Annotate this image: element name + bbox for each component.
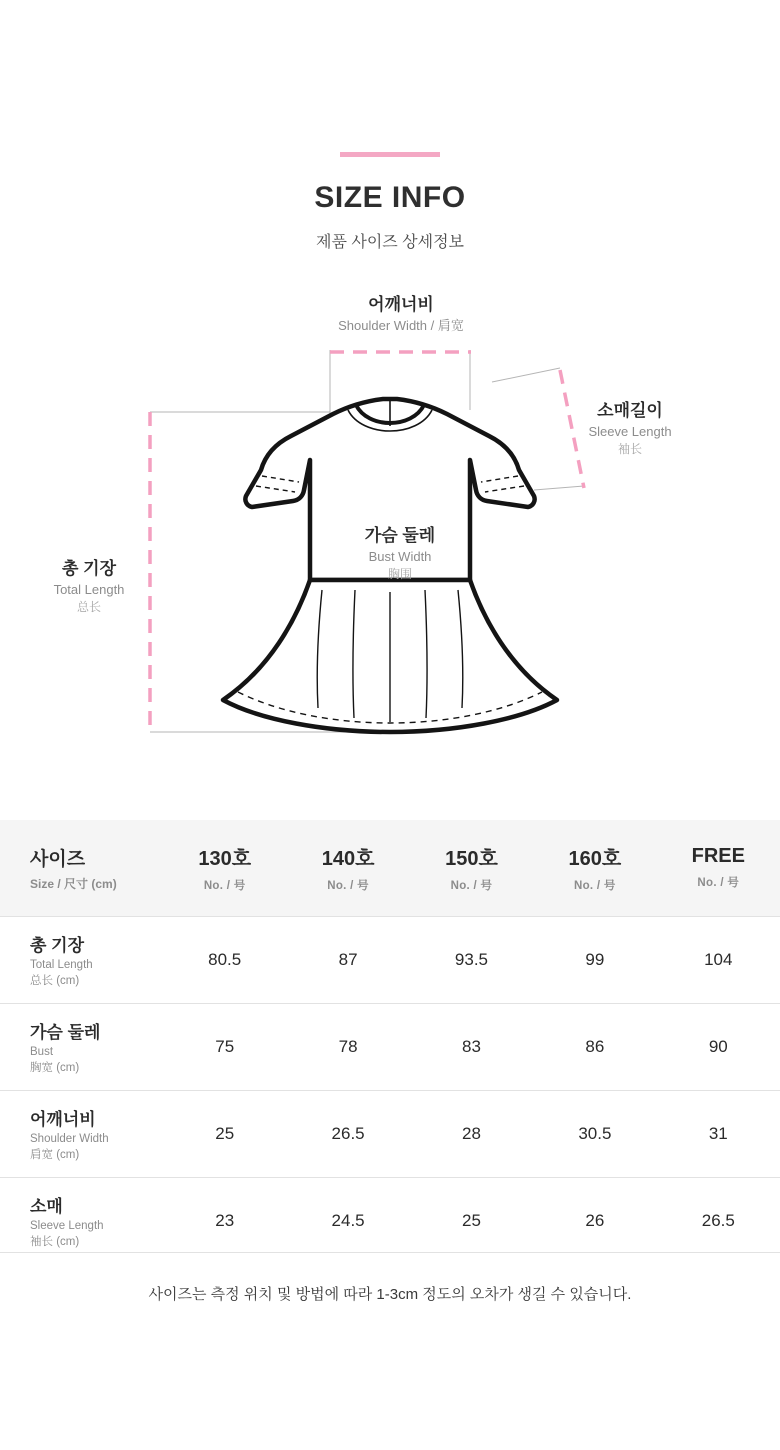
cell-shoulder-width-130: 25 — [215, 1123, 235, 1143]
size-name-free: FREE — [691, 845, 745, 868]
cell-shoulder-width-free: 31 — [708, 1123, 728, 1143]
cell-sleeve-130: 23 — [215, 1210, 235, 1230]
label-bust-width-ko: 가슴 둘레 — [364, 526, 436, 545]
table-row — [0, 1090, 780, 1177]
row-label-bust — [0, 1003, 163, 1090]
row-label-total-length-en: Total Length — [30, 959, 93, 971]
cell-sleeve-free: 26.5 — [701, 1210, 735, 1230]
label-bust-width — [300, 525, 500, 582]
cell-total-length-160: 99 — [585, 949, 605, 969]
size-sub-140: No. / 号 — [327, 880, 369, 893]
page-subtitle: 제품 사이즈 상세정보 — [316, 234, 464, 251]
row-label-sleeve — [0, 1177, 163, 1264]
label-total-length-cn: 总长 — [76, 599, 101, 614]
table-bottom-divider — [0, 1252, 780, 1253]
row-label-bust-ko: 가슴 둘레 — [30, 1023, 101, 1042]
row-label-sleeve-en: Sleeve Length — [30, 1220, 104, 1233]
size-name-160: 160호 — [568, 848, 622, 871]
table-header-size-160 — [533, 820, 656, 916]
table-header-size-free — [657, 820, 780, 916]
cell-total-length-free: 104 — [704, 949, 733, 969]
cell-shoulder-width-140: 26.5 — [331, 1123, 365, 1143]
cell-bust-150: 83 — [462, 1036, 481, 1056]
size-table — [0, 820, 780, 1264]
row-label-shoulder-width-ko: 어깨너비 — [30, 1110, 96, 1129]
label-sleeve-length — [540, 400, 720, 457]
table-row — [0, 1177, 780, 1264]
table-header-label-cell — [0, 820, 163, 916]
label-shoulder-width-ko: 어깨너비 — [368, 295, 434, 314]
cell-total-length-130: 80.5 — [208, 949, 242, 969]
row-label-total-length-cn: 总长 (cm) — [30, 975, 80, 987]
row-label-sleeve-ko: 소매 — [30, 1197, 63, 1217]
label-total-length — [0, 558, 178, 615]
size-sub-150: No. / 号 — [450, 880, 493, 893]
size-name-140: 140호 — [321, 848, 375, 871]
garment-diagram — [0, 290, 780, 820]
label-sleeve-length-en: Sleeve Length — [588, 424, 672, 440]
label-shoulder-width-en: Shoulder Width / 肩宽 — [338, 318, 464, 334]
row-label-bust-cn: 胸宽 (cm) — [30, 1062, 80, 1074]
size-name-130: 130호 — [198, 848, 252, 871]
size-sub-free: No. / 号 — [697, 877, 740, 890]
table-header-size-150 — [410, 820, 533, 916]
size-footnote: 사이즈는 측정 위치 및 방법에 따라 1-3cm 정도의 오차가 생길 수 있습니다. — [148, 1286, 632, 1303]
table-header-size-140 — [286, 820, 409, 916]
cell-shoulder-width-160: 30.5 — [578, 1123, 612, 1143]
label-total-length-ko: 총 기장 — [62, 559, 116, 578]
label-bust-width-cn: 胸围 — [387, 566, 412, 581]
row-label-total-length — [0, 916, 163, 1003]
table-header-label-ko: 사이즈 — [30, 848, 86, 870]
table-header-size-130 — [163, 820, 286, 916]
cell-bust-160: 86 — [585, 1036, 605, 1056]
table-header-row — [0, 820, 780, 916]
cell-bust-130: 75 — [215, 1036, 235, 1056]
table-header-label-en: Size / 尺寸 (cm) — [30, 876, 117, 891]
cell-sleeve-160: 26 — [585, 1210, 605, 1230]
page-title: SIZE INFO — [314, 181, 466, 214]
label-sleeve-length-ko: 소매길이 — [597, 401, 663, 420]
label-shoulder-width — [296, 294, 506, 335]
row-label-shoulder-width — [0, 1090, 163, 1177]
cell-bust-140: 78 — [338, 1036, 358, 1056]
cell-sleeve-150: 25 — [462, 1210, 481, 1230]
size-sub-130: No. / 号 — [203, 880, 246, 893]
cell-bust-free: 90 — [708, 1036, 728, 1056]
cell-total-length-140: 87 — [338, 949, 358, 969]
row-label-total-length-ko: 총 기장 — [30, 936, 84, 955]
table-row — [0, 916, 780, 1003]
label-bust-width-en: Bust Width — [368, 549, 432, 565]
row-label-bust-en: Bust — [30, 1046, 54, 1058]
accent-rule — [340, 152, 440, 157]
label-sleeve-length-cn: 袖长 — [617, 441, 642, 456]
row-label-shoulder-width-en: Shoulder Width — [30, 1133, 109, 1145]
page-header — [0, 0, 780, 252]
size-name-150: 150호 — [445, 848, 498, 871]
cell-total-length-150: 93.5 — [454, 949, 489, 969]
row-label-sleeve-cn: 袖长 (cm) — [30, 1236, 80, 1249]
row-label-shoulder-width-cn: 肩宽 (cm) — [30, 1149, 80, 1161]
cell-shoulder-width-150: 28 — [462, 1123, 481, 1143]
size-sub-160: No. / 号 — [574, 880, 616, 893]
label-total-length-en: Total Length — [53, 582, 125, 598]
table-row — [0, 1003, 780, 1090]
cell-sleeve-140: 24.5 — [331, 1210, 365, 1230]
